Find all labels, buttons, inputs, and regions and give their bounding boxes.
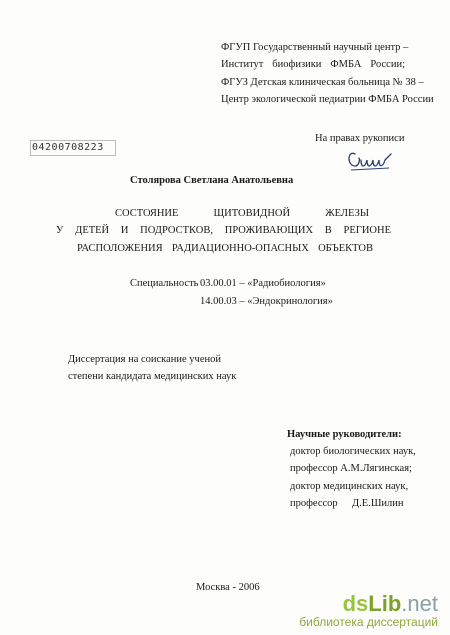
supervisor-line-4-name: Д.Е.Шилин bbox=[352, 498, 404, 509]
title-line-2: У ДЕТЕЙ И ПОДРОСТКОВ, ПРОЖИВАЮЩИХ В РЕГИОНЕ bbox=[56, 225, 391, 236]
supervisors-heading: Научные руководители: bbox=[287, 429, 402, 440]
supervisor-line-2: профессор А.М.Лягинская; bbox=[290, 463, 412, 474]
signature-icon bbox=[345, 146, 397, 176]
library-stamp-number: 04200708223 bbox=[32, 142, 104, 153]
supervisor-line-4-title: профессор bbox=[290, 498, 338, 509]
dissertation-line-1: Диссертация на соискание ученой bbox=[68, 354, 221, 365]
dslib-logo: dsLib.net bbox=[342, 591, 438, 616]
org-line-4: Центр экологической педиатрии ФМБА России bbox=[221, 94, 434, 105]
author-name: Столярова Светлана Анатольевна bbox=[130, 175, 294, 186]
dissertation-line-2: степени кандидата медицинских наук bbox=[68, 371, 237, 382]
org-line-1: ФГУП Государственный научный центр – bbox=[221, 42, 409, 53]
supervisor-line-1: доктор биологических наук, bbox=[290, 446, 416, 457]
dslib-subtitle: библиотека диссертаций bbox=[299, 615, 438, 629]
supervisor-line-3: доктор медицинских наук, bbox=[290, 481, 409, 492]
org-line-3: ФГУЗ Детская клиническая больница № 38 – bbox=[221, 77, 424, 88]
specialty-code-2: 14.00.03 – «Эндокринология» bbox=[200, 296, 333, 307]
manuscript-rights: На правах рукописи bbox=[315, 133, 405, 144]
title-line-3: РАСПОЛОЖЕНИЯ РАДИАЦИОННО-ОПАСНЫХ ОБЪЕКТОВ bbox=[77, 243, 373, 254]
specialty-code-1: 03.00.01 – «Радиобиология» bbox=[200, 278, 326, 289]
title-line-1: СОСТОЯНИЕ ЩИТОВИДНОЙ ЖЕЛЕЗЫ bbox=[115, 208, 369, 219]
city-year: Москва - 2006 bbox=[196, 582, 260, 593]
org-line-2: Институт биофизики ФМБА России; bbox=[221, 59, 405, 70]
dslib-watermark[interactable] bbox=[299, 593, 438, 629]
specialty-label: Специальность bbox=[130, 278, 199, 289]
